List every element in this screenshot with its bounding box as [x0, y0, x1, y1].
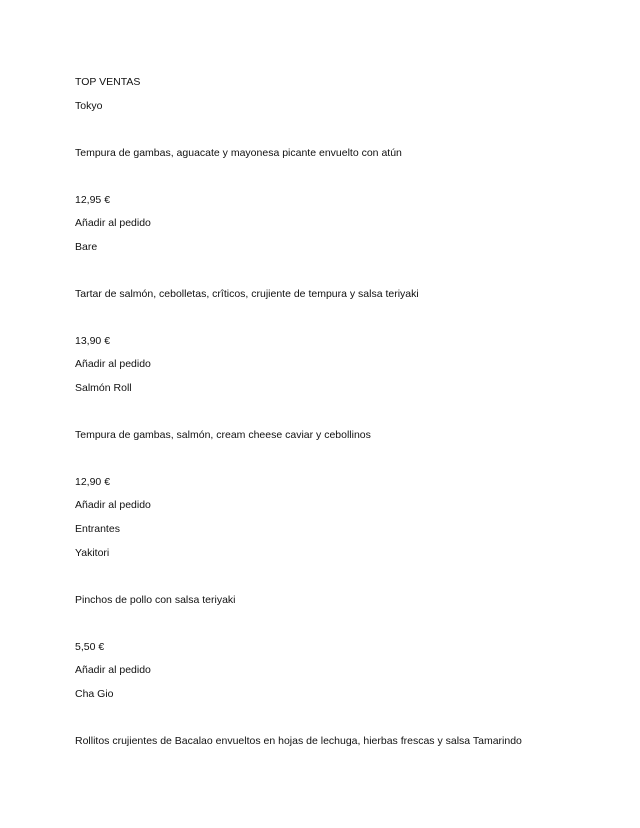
- section-heading: TOP VENTAS: [75, 76, 141, 88]
- item-price: 12,95 €: [75, 194, 111, 206]
- item-description: Tempura de gambas, aguacate y mayonesa picante envuelto con atún: [75, 147, 402, 159]
- add-to-order-link[interactable]: Añadir al pedido: [75, 217, 151, 229]
- item-price: 5,50 €: [75, 641, 105, 653]
- item-price: 12,90 €: [75, 476, 111, 488]
- item-name: Tokyo: [75, 100, 103, 112]
- item-description: Tempura de gambas, salmón, cream cheese caviar y cebollinos: [75, 429, 371, 441]
- item-description: Rollitos crujientes de Bacalao envueltos en hojas de lechuga, hierbas frescas y salsa Tamarindo: [75, 735, 522, 747]
- item-price: 13,90 €: [75, 335, 111, 347]
- add-to-order-link[interactable]: Añadir al pedido: [75, 358, 151, 370]
- add-to-order-link[interactable]: Añadir al pedido: [75, 664, 151, 676]
- add-to-order-link[interactable]: Añadir al pedido: [75, 499, 151, 511]
- item-name: Salmón Roll: [75, 382, 132, 394]
- item-description: Tartar de salmón, cebolletas, crîticos, crujiente de tempura y salsa teriyaki: [75, 288, 419, 300]
- section-heading: Entrantes: [75, 523, 120, 535]
- item-name: Cha Gio: [75, 688, 114, 700]
- item-description: Pinchos de pollo con salsa teriyaki: [75, 594, 236, 606]
- item-name: Yakitori: [75, 547, 110, 559]
- item-name: Bare: [75, 241, 98, 253]
